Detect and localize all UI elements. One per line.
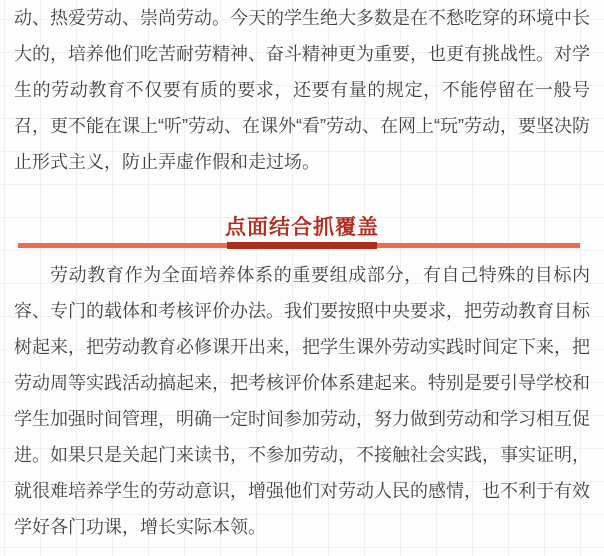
heading-rule-dark-bar bbox=[227, 242, 377, 249]
heading-rule-divider bbox=[14, 242, 590, 249]
paragraph-labor-education-requirements: 动、热爱劳动、崇尚劳动。今天的学生绝大多数是在不愁吃穿的环境中长大的，培养他们吃苦耐劳精神、奋斗精神更为重要，也更有挑战性。对学生的劳动教育不仅要有质的要求，还要有量的规定，不能停留在一般号召，更不能在课上“听”劳动、在课外“看”劳动、在网上“玩”劳动，要坚决防止形式主义，防止弄虚作假和走过场。 bbox=[14, 8, 590, 172]
section-heading bbox=[14, 216, 590, 249]
paragraph-point-area-coverage: 劳动教育作为全面培养体系的重要组成部分，有自己特殊的目标内容、专门的载体和考核评价办法。我们要按照中央要求，把劳动教育目标树起来，把劳动教育必修课开出来，把学生课外劳动实践时间定下来，把劳动周等实践活动搞起来，把考核评价体系建起来。特别是要引导学校和学生加强时间管理，明确一定时间参加劳动，努力做到劳动和学习相互促进。如果只是关起门来读书，不参加劳动，不接触社会实践，事实证明，就很难培养学生的劳动意识，增强他们对劳动人民的感情，也不利于有效学好各门功课，增长实际本领。 bbox=[14, 265, 590, 537]
section-title: 点面结合抓覆盖 bbox=[225, 216, 379, 239]
